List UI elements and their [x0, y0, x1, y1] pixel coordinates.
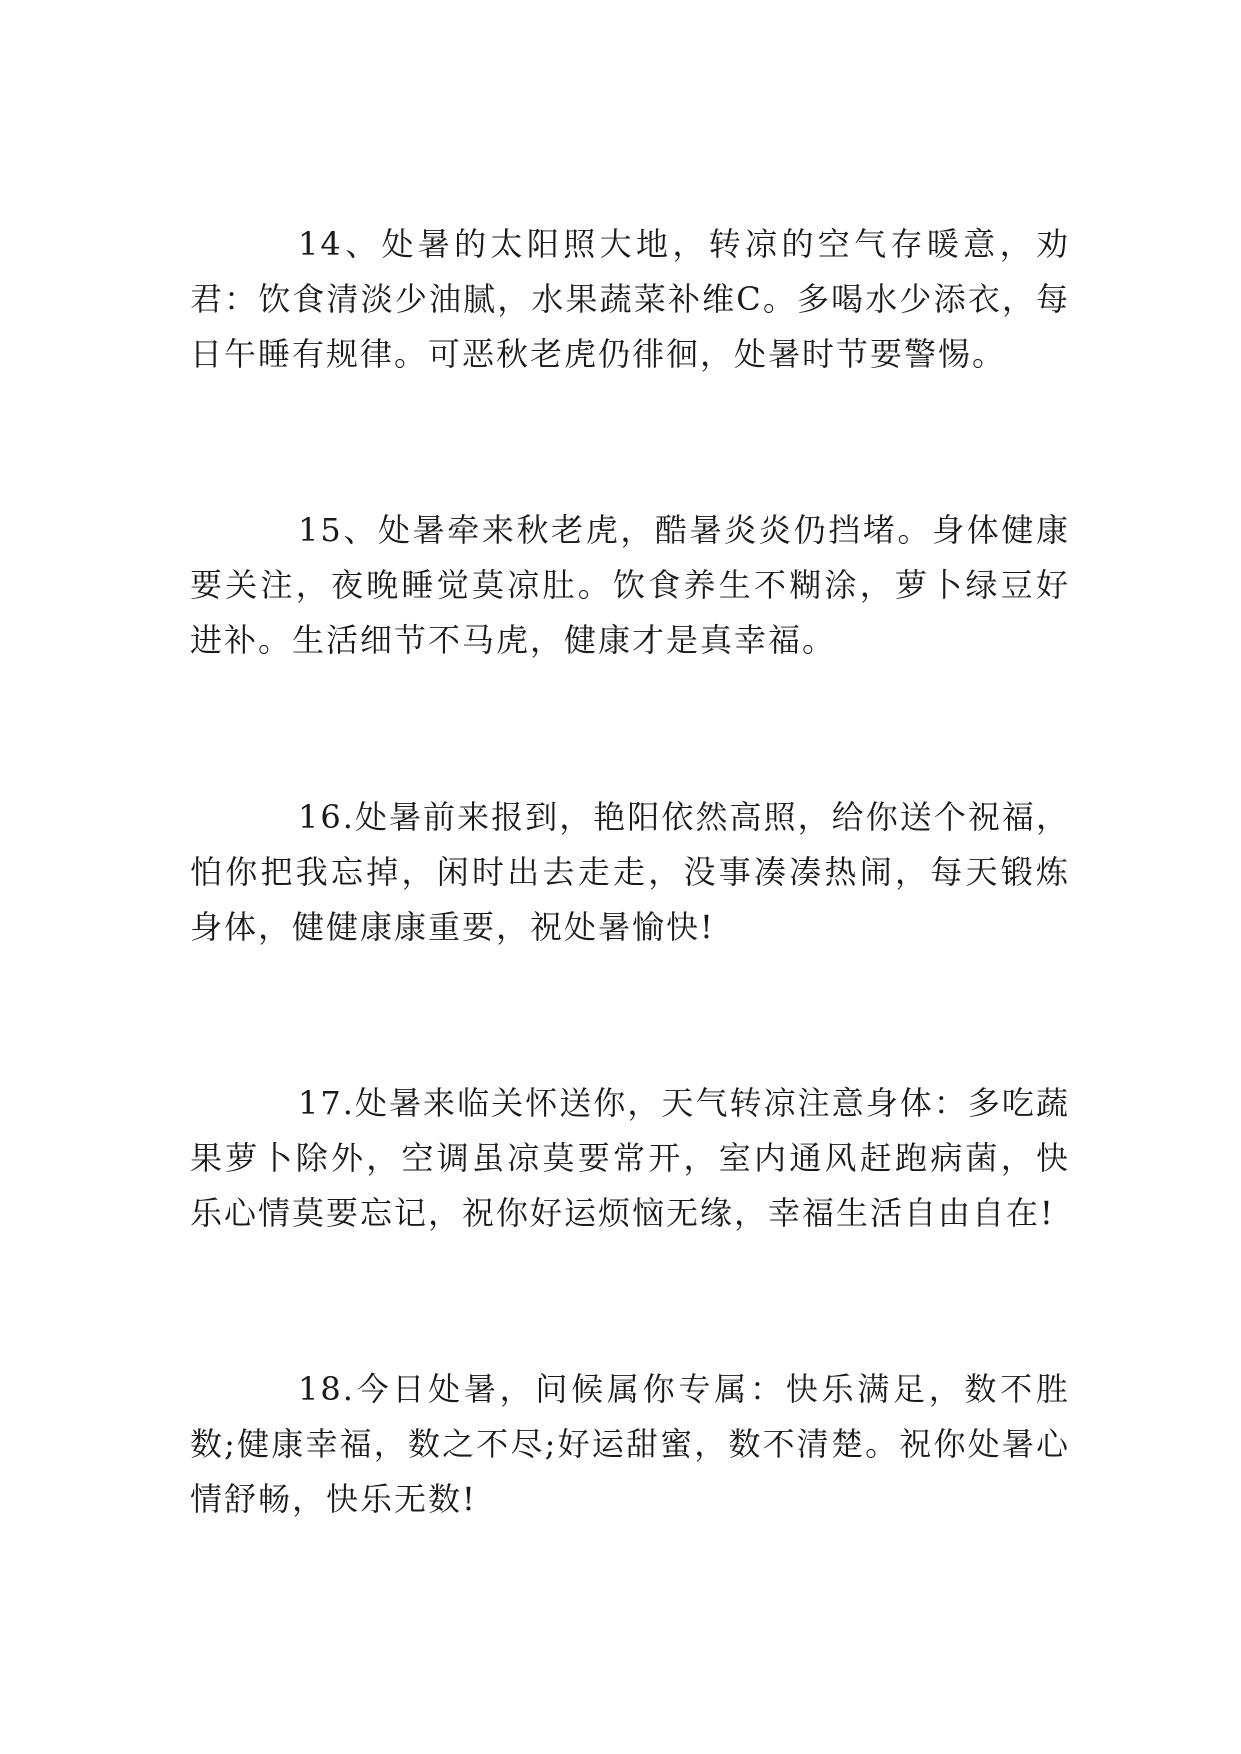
paragraph-18: 18.今日处暑，问候属你专属：快乐满足，数不胜数;健康幸福，数之不尽;好运甜蜜，数不清楚。祝你处暑心情舒畅，快乐无数!: [190, 1370, 1070, 1518]
paragraph-17: 17.处暑来临关怀送你，天气转凉注意身体：多吃蔬果萝卜除外，空调虽凉莫要常开，室内通风赶跑病菌，快乐心情莫要忘记，祝你好运烦恼无缘，幸福生活自由自在!: [190, 1084, 1070, 1232]
paragraph-16: 16.处暑前来报到，艳阳依然高照，给你送个祝福，怕你把我忘掉，闲时出去走走，没事凑凑热闹，每天锻炼身体，健健康康重要，祝处暑愉快!: [190, 798, 1070, 946]
paragraph-15: 15、处暑牵来秋老虎，酷暑炎炎仍挡堵。身体健康要关注，夜晚睡觉莫凉肚。饮食养生不糊涂，萝卜绿豆好进补。生活细节不马虎，健康才是真幸福。: [190, 511, 1070, 659]
paragraph-14: 14、处暑的太阳照大地，转凉的空气存暖意，劝君：饮食清淡少油腻，水果蔬菜补维C。多喝水少添衣，每日午睡有规律。可恶秋老虎仍徘徊，处暑时节要警惕。: [190, 225, 1070, 373]
